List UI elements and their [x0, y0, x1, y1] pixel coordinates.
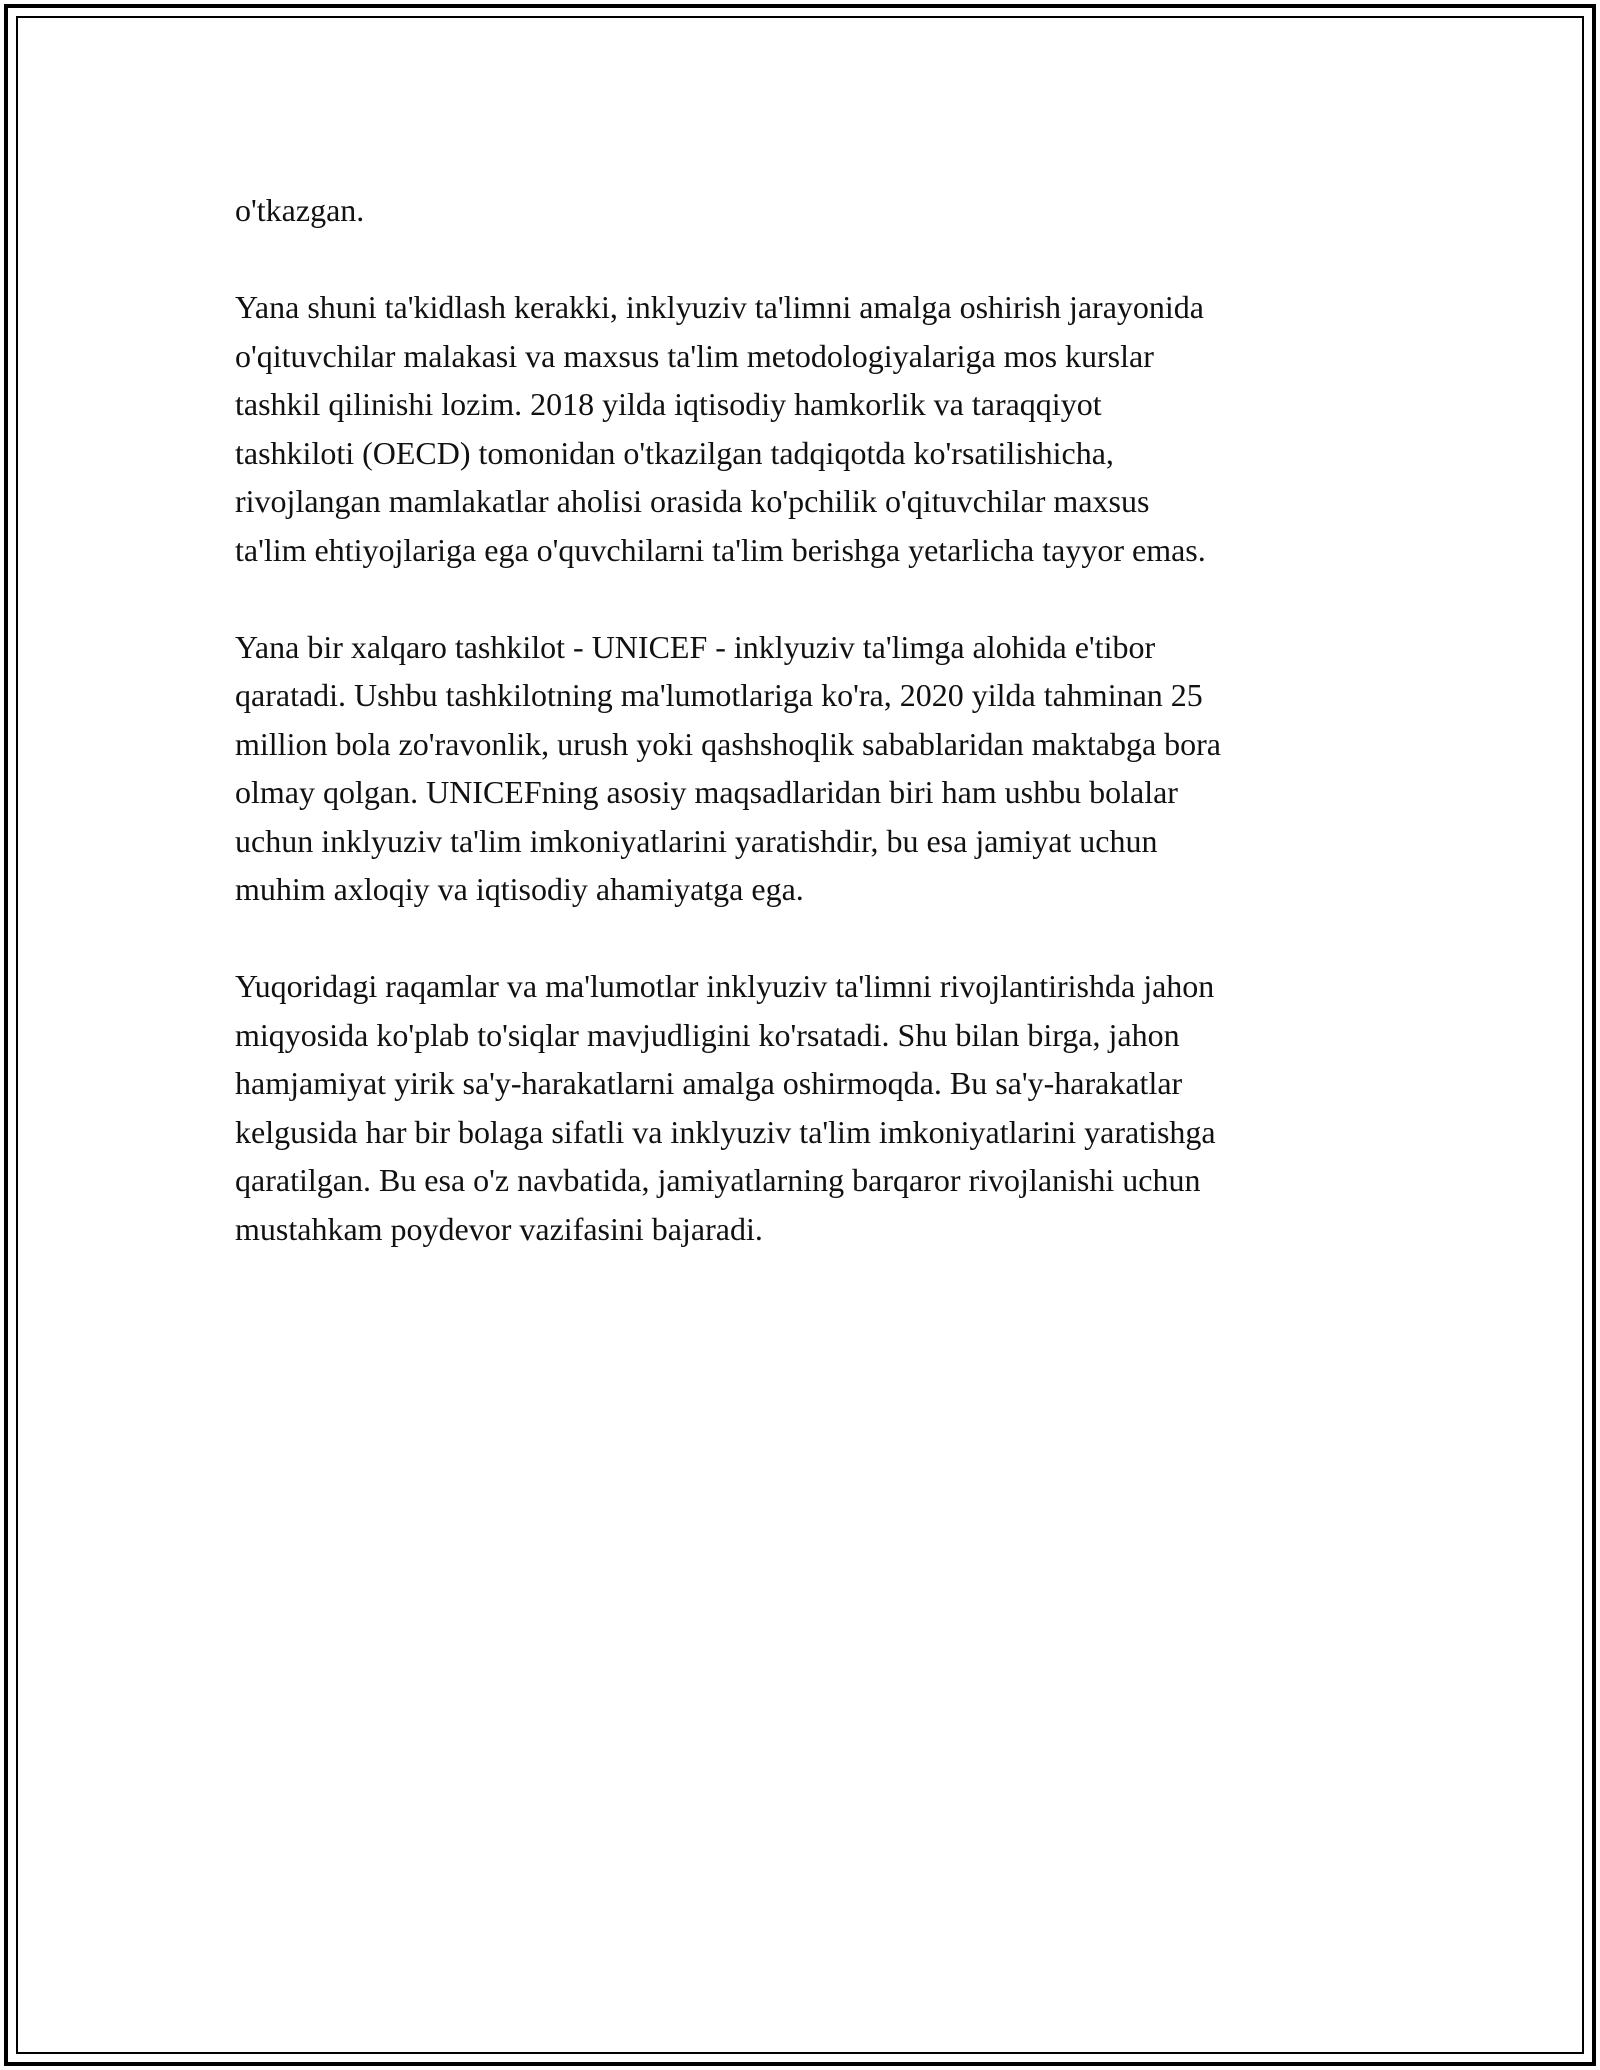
paragraph-line: ta'lim ehtiyojlariga ega o'quvchilarni ta'lim berishga yetarlicha tayyor emas.	[235, 531, 1206, 568]
paragraph-line: hamjamiyat yirik sa'y-harakatlarni amalga oshirmoqda. Bu sa'y-harakatlar	[235, 1065, 1183, 1101]
paragraph-3	[235, 623, 1385, 914]
paragraph-line: Yana bir xalqaro tashkilot - UNICEF - inklyuziv ta'limga alohida e'tibor	[235, 628, 1156, 665]
paragraph-line: o'qituvchilar malakasi va maxsus ta'lim metodologiyalariga mos kurslar	[235, 337, 1154, 374]
paragraph-2	[235, 283, 1385, 574]
paragraph-line: Yana shuni ta'kidlash kerakki, inklyuziv ta'limni amalga oshirish jarayonida	[235, 289, 1204, 325]
paragraph-line: tashkiloti (OECD) tomonidan o'tkazilgan tadqiqotda ko'rsatilishicha,	[235, 434, 1114, 471]
paragraph-line: mustahkam poydevor vazifasini bajaradi.	[235, 1210, 763, 1247]
paragraph-1	[235, 186, 1385, 235]
paragraph-line: tashkil qilinishi lozim. 2018 yilda iqtisodiy hamkorlik va taraqqiyot	[235, 386, 1102, 422]
paragraph-line: uchun inklyuziv ta'lim imkoniyatlarini yaratishdir, bu esa jamiyat uchun	[235, 822, 1158, 859]
paragraph-line: muhim axloqiy va iqtisodiy ahamiyatga ega.	[235, 871, 804, 907]
paragraph-line: qaratilgan. Bu esa o'z navbatida, jamiyatlarning barqaror rivojlanishi uchun	[235, 1162, 1201, 1198]
paragraph-line: o'tkazgan.	[235, 192, 365, 228]
paragraph-line: miqyosida ko'plab to'siqlar mavjudligini ko'rsatadi. Shu bilan birga, jahon	[235, 1016, 1180, 1053]
document-body	[235, 186, 1385, 1302]
paragraph-line: qaratadi. Ushbu tashkilotning ma'lumotlariga ko'ra, 2020 yilda tahminan 25	[235, 677, 1203, 713]
paragraph-line: kelgusida har bir bolaga sifatli va inklyuziv ta'lim imkoniyatlarini yaratishga	[235, 1113, 1216, 1150]
paragraph-line: rivojlangan mamlakatlar aholisi orasida ko'pchilik o'qituvchilar maxsus	[235, 483, 1150, 519]
paragraph-line: olmay qolgan. UNICEFning asosiy maqsadlaridan biri ham ushbu bolalar	[235, 774, 1178, 810]
paragraph-4	[235, 962, 1385, 1253]
paragraph-line: Yuqoridagi raqamlar va ma'lumotlar inklyuziv ta'limni rivojlantirishda jahon	[235, 968, 1215, 1004]
paragraph-line: million bola zo'ravonlik, urush yoki qashshoqlik sabablaridan maktabga bora	[235, 725, 1221, 762]
